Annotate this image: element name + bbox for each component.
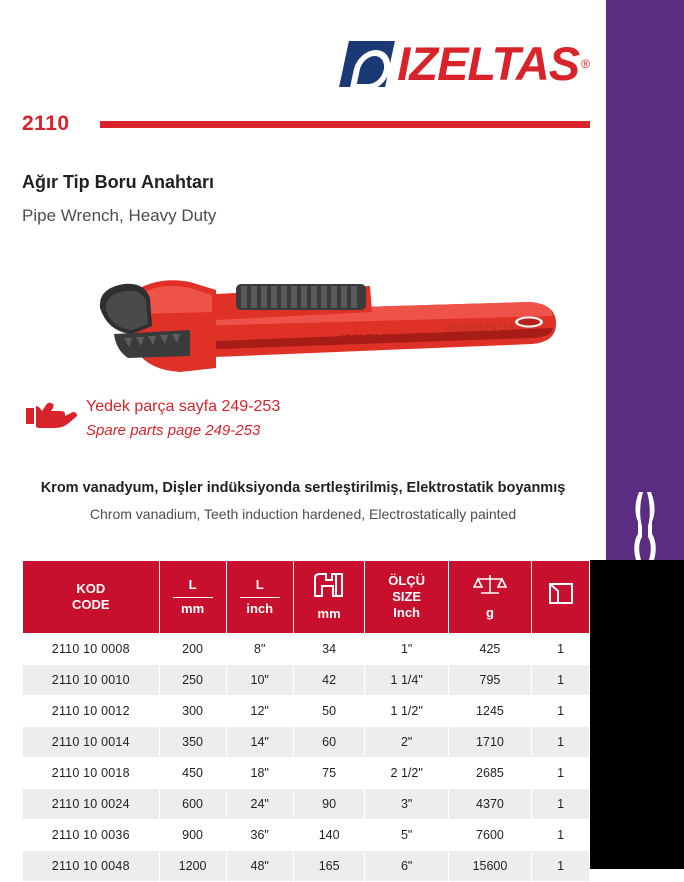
pointing-hand-icon xyxy=(24,400,78,435)
cell-weight-g: 4370 xyxy=(448,789,531,820)
th-size-line3: Inch xyxy=(393,605,420,621)
cell-length-inch: 10" xyxy=(226,665,293,696)
th-packaging xyxy=(532,561,590,634)
table-row xyxy=(23,696,590,727)
table-row xyxy=(23,758,590,789)
cell-weight-g: 1245 xyxy=(448,696,531,727)
box-icon xyxy=(548,581,574,609)
th-code-line2: CODE xyxy=(71,597,110,612)
th-size-inch xyxy=(365,561,448,634)
cell-packaging: 1 xyxy=(532,789,590,820)
cell-packaging: 1 xyxy=(532,665,590,696)
cell-packaging: 1 xyxy=(532,727,590,758)
svg-text:IZELTAS: IZELTAS xyxy=(339,331,389,346)
cell-length-mm: 200 xyxy=(159,634,226,665)
table-row xyxy=(23,820,590,851)
cell-jaw-mm: 50 xyxy=(293,696,365,727)
cell-code: 2110 10 0018 xyxy=(23,758,160,789)
cell-size-inch: 5" xyxy=(365,820,448,851)
cell-weight-g: 15600 xyxy=(448,851,531,882)
product-code-row xyxy=(22,112,606,138)
cell-length-mm: 350 xyxy=(159,727,226,758)
cell-size-inch: 2" xyxy=(365,727,448,758)
cell-length-mm: 900 xyxy=(159,820,226,851)
cell-weight-g: 795 xyxy=(448,665,531,696)
cell-code: 2110 10 0024 xyxy=(23,789,160,820)
svg-text:HEAVY DUTY: HEAVY DUTY xyxy=(445,321,516,335)
spare-parts-note xyxy=(24,398,524,448)
cell-jaw-mm: 60 xyxy=(293,727,365,758)
cell-weight-g: 7600 xyxy=(448,820,531,851)
cell-jaw-mm: 75 xyxy=(293,758,365,789)
cell-size-inch: 6" xyxy=(365,851,448,882)
th-size-line2: SIZE xyxy=(392,588,422,604)
table-header-row xyxy=(23,561,590,634)
th-divider xyxy=(173,597,213,598)
cell-length-inch: 18" xyxy=(226,758,293,789)
th-weight-line2: g xyxy=(485,604,494,620)
cell-jaw-mm: 42 xyxy=(293,665,365,696)
cell-length-mm: 450 xyxy=(159,758,226,789)
th-length-inch xyxy=(226,561,293,634)
specs-text-tr: Krom vanadyum, Dişler indüksiyonda sertleştirilmiş, Elektrostatik boyanmış xyxy=(40,480,566,496)
cell-length-inch: 12" xyxy=(226,696,293,727)
cell-code: 2110 10 0048 xyxy=(23,851,160,882)
cell-length-mm: 250 xyxy=(159,665,226,696)
cell-code: 2110 10 0014 xyxy=(23,727,160,758)
table-body xyxy=(23,634,590,882)
cell-packaging: 1 xyxy=(532,851,590,882)
cell-code: 2110 10 0012 xyxy=(23,696,160,727)
cell-length-mm: 1200 xyxy=(159,851,226,882)
th-size-line1: ÖLÇÜ xyxy=(388,572,426,588)
header-rule xyxy=(100,121,590,128)
table-row xyxy=(23,727,590,758)
cell-length-inch: 24" xyxy=(226,789,293,820)
table-row xyxy=(23,789,590,820)
th-length-mm-line2: mm xyxy=(181,600,205,616)
cell-jaw-mm: 165 xyxy=(293,851,365,882)
th-length-inch-line2: inch xyxy=(246,600,274,616)
brand-logo-text: IZELTAS xyxy=(397,37,580,90)
product-title-tr: Ağır Tip Boru Anahtarı xyxy=(22,172,215,192)
th-length-inch-line1: L xyxy=(255,577,264,593)
cell-packaging: 1 xyxy=(532,820,590,851)
cell-length-mm: 300 xyxy=(159,696,226,727)
cell-length-inch: 8" xyxy=(226,634,293,665)
table-row xyxy=(23,634,590,665)
cell-weight-g: 2685 xyxy=(448,758,531,789)
th-jaw-mm xyxy=(293,561,365,634)
cell-jaw-mm: 140 xyxy=(293,820,365,851)
brand-logo xyxy=(0,37,606,102)
pliers-icon xyxy=(625,490,665,567)
wrench-jaw-icon xyxy=(312,572,346,602)
product-title-en: Pipe Wrench, Heavy Duty xyxy=(22,206,217,225)
th-code xyxy=(23,561,160,634)
cell-size-inch: 3" xyxy=(365,789,448,820)
cell-packaging: 1 xyxy=(532,634,590,665)
izeltas-wrench-logo-icon xyxy=(339,41,395,87)
scale-icon xyxy=(473,573,507,601)
cell-size-inch: 1 1/2" xyxy=(365,696,448,727)
spec-table xyxy=(22,560,590,882)
th-divider xyxy=(240,597,280,598)
side-color-band xyxy=(606,0,684,628)
product-code: 2110 xyxy=(22,112,70,135)
cell-code: 2110 10 0008 xyxy=(23,634,160,665)
cell-packaging: 1 xyxy=(532,696,590,727)
cell-size-inch: 1 1/4" xyxy=(365,665,448,696)
cell-length-inch: 48" xyxy=(226,851,293,882)
table-row xyxy=(23,665,590,696)
svg-text:KOD 2110: KOD 2110 xyxy=(281,336,325,347)
th-jaw-mm-line2: mm xyxy=(317,605,341,621)
spare-parts-text-en: Spare parts page 249-253 xyxy=(86,422,261,439)
cell-packaging: 1 xyxy=(532,758,590,789)
th-length-mm-line1: L xyxy=(188,577,197,593)
cell-code: 2110 10 0036 xyxy=(23,820,160,851)
th-length-mm xyxy=(159,561,226,634)
cell-weight-g: 425 xyxy=(448,634,531,665)
cell-jaw-mm: 90 xyxy=(293,789,365,820)
cell-jaw-mm: 34 xyxy=(293,634,365,665)
cell-weight-g: 1710 xyxy=(448,727,531,758)
cell-size-inch: 1" xyxy=(365,634,448,665)
table-row xyxy=(23,851,590,882)
product-image xyxy=(40,250,570,400)
spare-parts-text-tr: Yedek parça sayfa 249-253 xyxy=(86,398,281,415)
cell-code: 2110 10 0010 xyxy=(23,665,160,696)
specs-text-en: Chrom vanadium, Teeth induction hardened, Electrostatically painted xyxy=(89,506,517,522)
cell-size-inch: 2 1/2" xyxy=(365,758,448,789)
cell-length-inch: 14" xyxy=(226,727,293,758)
cell-length-inch: 36" xyxy=(226,820,293,851)
th-weight-g xyxy=(448,561,531,634)
spec-table-wrap xyxy=(22,560,590,882)
cell-length-mm: 600 xyxy=(159,789,226,820)
th-code-line1: KOD xyxy=(76,580,106,596)
registered-mark: ® xyxy=(581,56,590,71)
